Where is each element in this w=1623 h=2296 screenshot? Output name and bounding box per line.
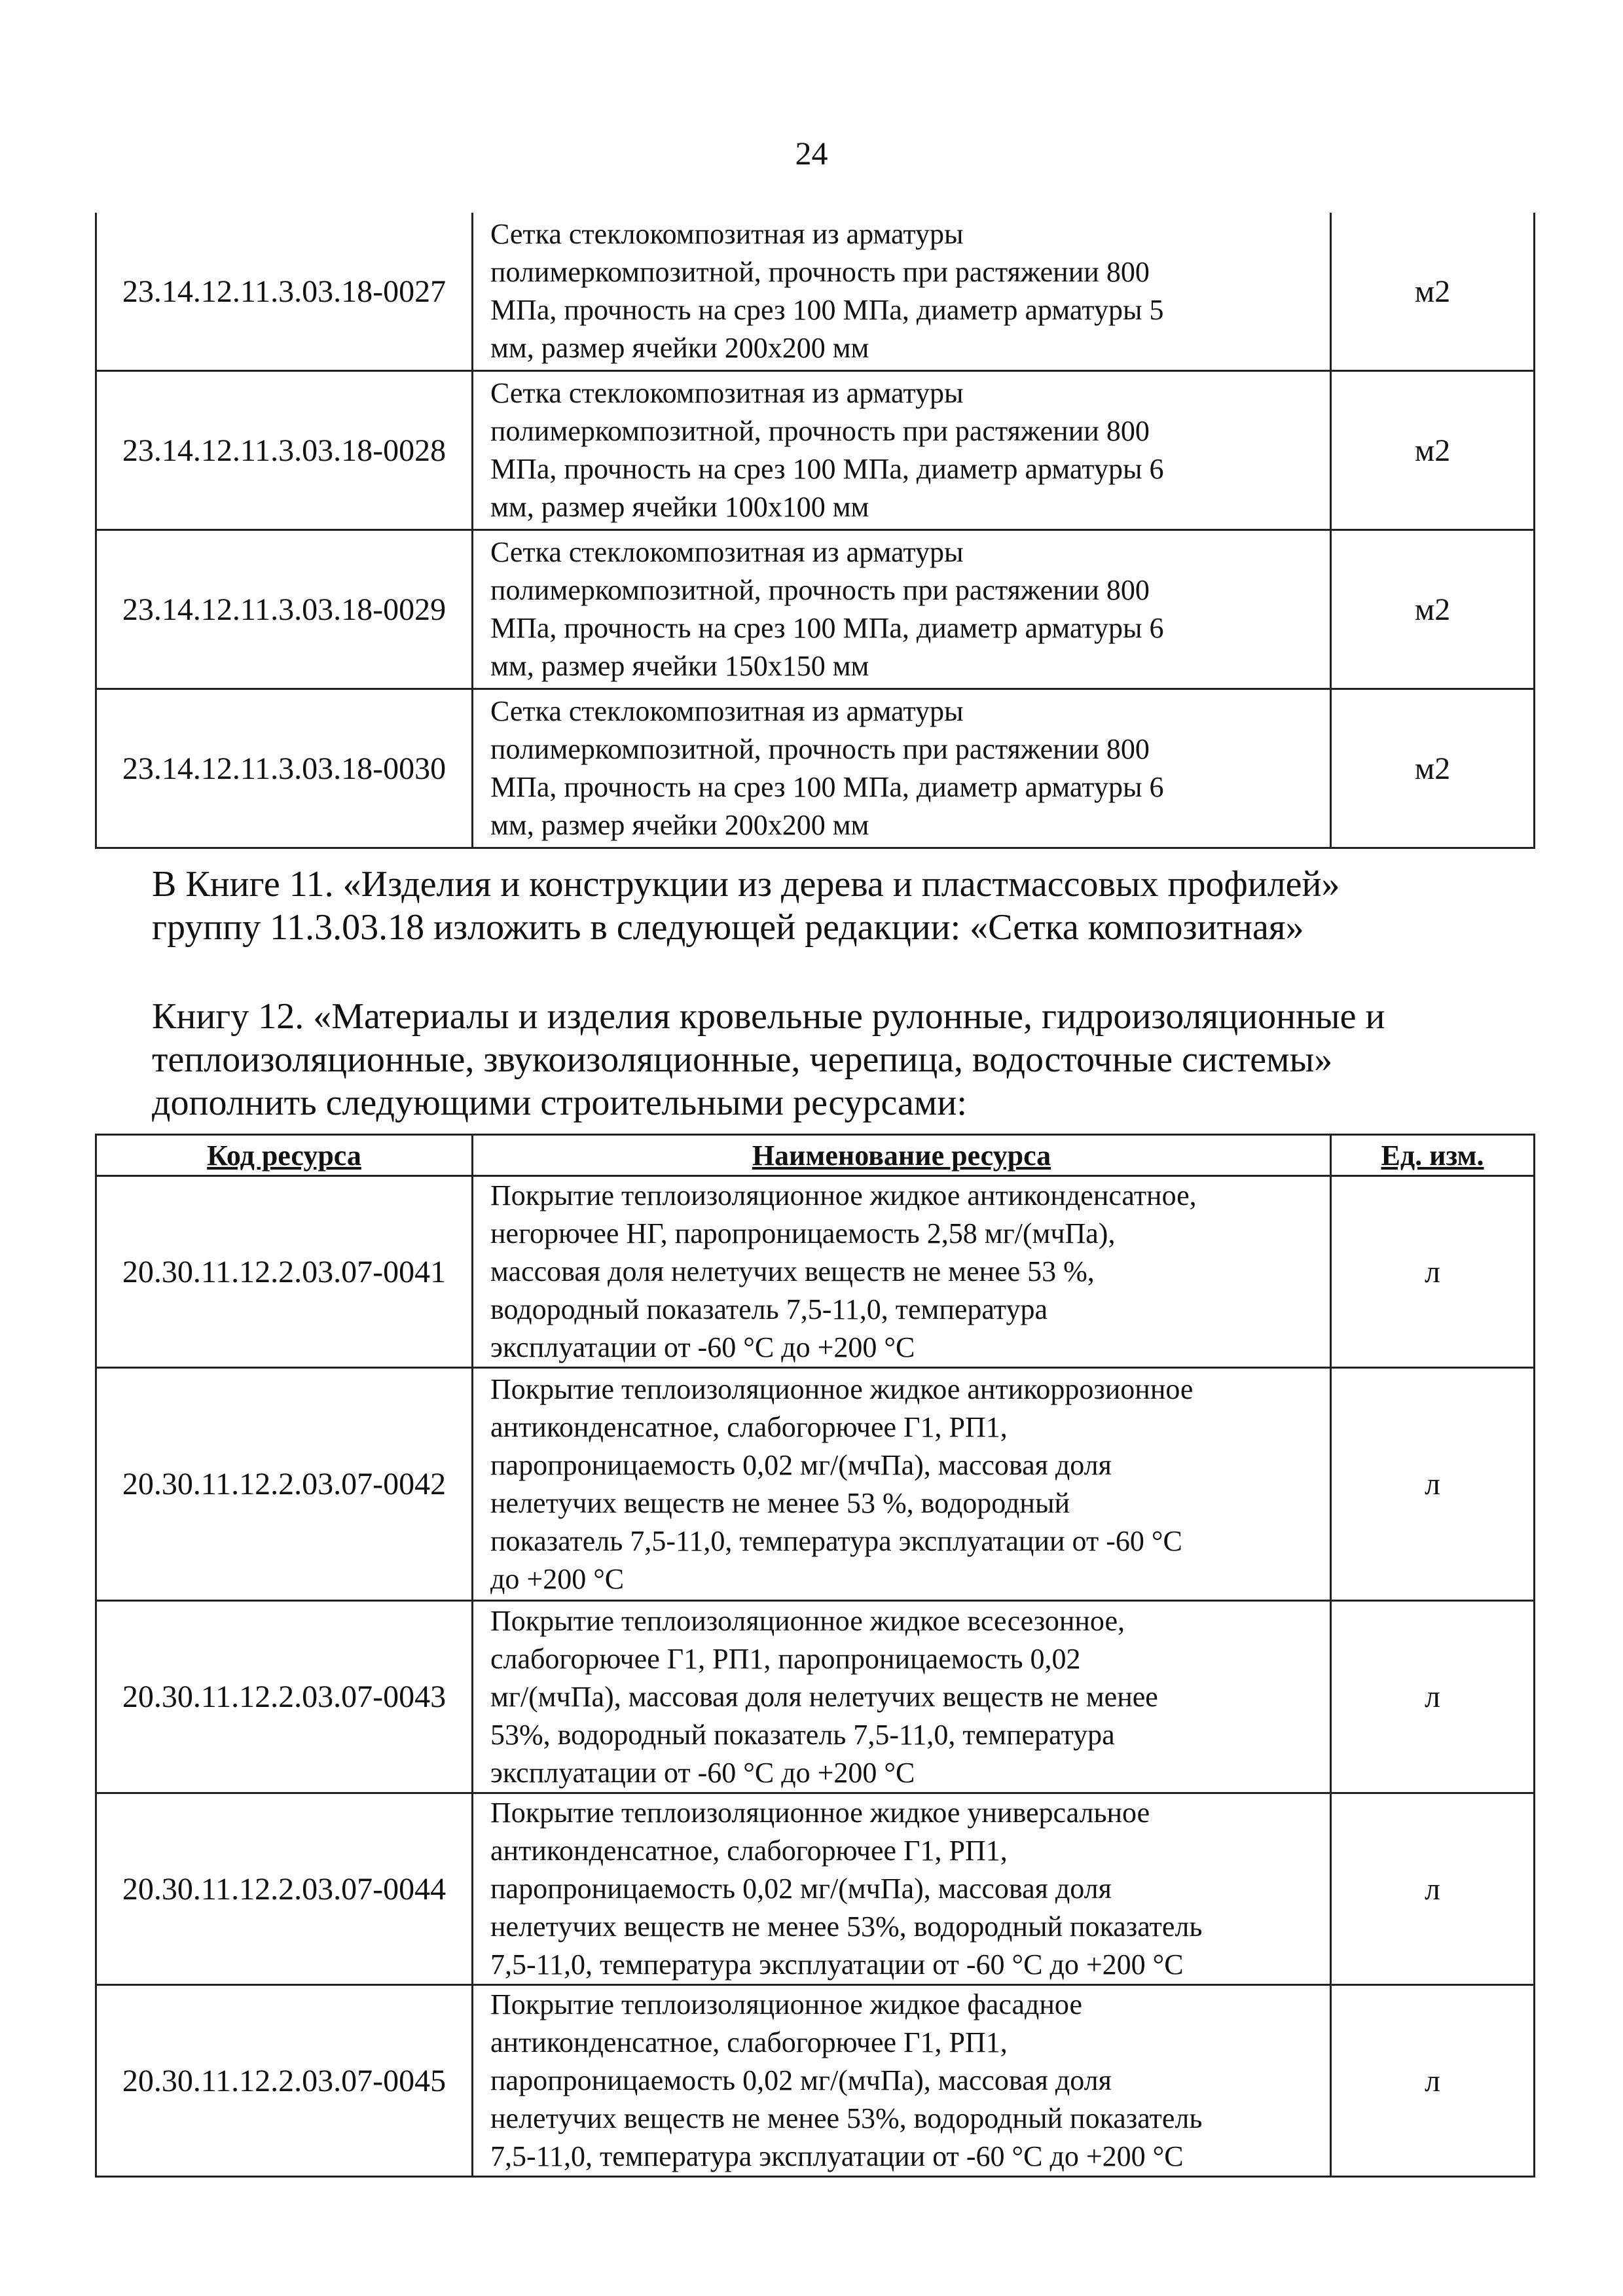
resource-name-line: антиконденсатное, слабогорючее Г1, РП1, [490,1410,1008,1443]
table-row [96,530,1535,689]
resource-name-line: паропроницаемость 0,02 мг/(мчПа), массовая доля [490,1448,1112,1481]
resource-name-line: нелетучих веществ не менее 53%, водородный показатель [490,2102,1203,2134]
resource-name-line: водородный показатель 7,5-11,0, температура [490,1293,1048,1325]
resource-unit: л [1331,1985,1535,2177]
resource-name [473,1985,1331,2177]
resource-name-line: Сетка стеклокомпозитная из арматуры [490,377,964,409]
resource-code: 20.30.11.12.2.03.07-0045 [96,1985,473,2177]
resource-unit: м2 [1331,689,1535,848]
resource-name-line: антиконденсатное, слабогорючее Г1, РП1, [490,1835,1008,1867]
resource-name-line: Сетка стеклокомпозитная из арматуры [490,218,964,250]
table-row [96,371,1535,530]
resource-name-line: паропроницаемость 0,02 мг/(мчПа), массовая доля [490,2064,1112,2096]
resource-name-line: Покрытие теплоизоляционное жидкое всесезонное, [490,1604,1125,1637]
resource-code: 20.30.11.12.2.03.07-0041 [96,1176,473,1368]
resource-name-line: Покрытие теплоизоляционное жидкое фасадное [490,1988,1082,2020]
resources-table-new [95,1134,1535,2178]
resource-name-line: негорючее НГ, паропроницаемость 2,58 мг/(мчПа), [490,1217,1116,1249]
resource-unit: м2 [1331,530,1535,689]
table-row [96,1793,1535,1985]
resource-name-line: МПа, прочность на срез 100 МПа, диаметр арматуры 6 [490,771,1164,803]
resource-code: 20.30.11.12.2.03.07-0043 [96,1601,473,1793]
resource-name-line: мг/(мчПа), массовая доля нелетучих веществ не менее [490,1680,1158,1713]
resource-name-line: полимеркомпозитной, прочность при растяжении 800 [490,574,1150,606]
resource-code: 23.14.12.11.3.03.18-0027 [96,213,473,371]
resource-name-line: эксплуатации от -60 °С до +200 °С [490,1756,915,1789]
resource-name [473,1793,1331,1985]
resource-unit: л [1331,1601,1535,1793]
paragraph-line: теплоизоляционные, звукоизоляционные, черепица, водосточные системы» [152,1039,1333,1080]
resource-name [473,1601,1331,1793]
paragraph-line: дополнить следующими строительными ресурсами: [152,1083,967,1123]
resource-name-line: Покрытие теплоизоляционное жидкое антиконденсатное, [490,1179,1197,1211]
resource-name-line: МПа, прочность на срез 100 МПа, диаметр арматуры 6 [490,612,1164,644]
paragraph-book-11 [152,863,1484,949]
resource-name-line: слабогорючее Г1, РП1, паропроницаемость 0,02 [490,1642,1081,1675]
resource-name-line: Сетка стеклокомпозитная из арматуры [490,536,964,568]
resource-unit: м2 [1331,371,1535,530]
resource-name-line: до +200 °С [490,1562,625,1595]
table-row [96,1176,1535,1368]
resource-name-line: нелетучих веществ не менее 53%, водородный показатель [490,1910,1203,1943]
resource-name-line: полимеркомпозитной, прочность при растяжении 800 [490,733,1150,765]
resource-name-line: полимеркомпозитной, прочность при растяжении 800 [490,256,1150,288]
resource-code: 23.14.12.11.3.03.18-0028 [96,371,473,530]
resource-name-line: МПа, прочность на срез 100 МПа, диаметр арматуры 6 [490,453,1164,485]
resource-name-line: Сетка стеклокомпозитная из арматуры [490,695,964,727]
resource-unit: л [1331,1793,1535,1985]
resource-name-line: полимеркомпозитной, прочность при растяжении 800 [490,415,1150,447]
resource-name-line: мм, размер ячейки 150х150 мм [490,650,869,682]
header-code: Код ресурса [96,1135,473,1176]
table-row [96,1601,1535,1793]
resource-code: 20.30.11.12.2.03.07-0044 [96,1793,473,1985]
resource-name-line: Покрытие теплоизоляционное жидкое антикоррозионное [490,1372,1194,1405]
resource-code: 23.14.12.11.3.03.18-0029 [96,530,473,689]
resources-table-continued [95,213,1535,849]
resource-name-line: мм, размер ячейки 200х200 мм [490,809,869,841]
resource-name-line: массовая доля нелетучих веществ не менее 53 %, [490,1255,1095,1287]
table-row [96,213,1535,371]
resource-unit: л [1331,1176,1535,1368]
resource-name [473,371,1331,530]
resource-name-line: антиконденсатное, слабогорючее Г1, РП1, [490,2026,1008,2058]
header-name: Наименование ресурса [473,1135,1331,1176]
resource-unit: л [1331,1368,1535,1601]
paragraph-line: группу 11.3.03.18 изложить в следующей редакции: «Сетка композитная» [152,907,1304,948]
resource-code: 20.30.11.12.2.03.07-0042 [96,1368,473,1601]
resource-name [473,530,1331,689]
resource-name-line: 7,5-11,0, температура эксплуатации от -60 °С до +200 °С [490,1948,1184,1981]
page-number: 24 [795,135,828,171]
resource-name [473,1368,1331,1601]
resource-name [473,213,1331,371]
resource-name-line: МПа, прочность на срез 100 МПа, диаметр арматуры 5 [490,294,1164,326]
header-unit: Ед. изм. [1331,1135,1535,1176]
resource-name-line: мм, размер ячейки 100х100 мм [490,491,869,523]
table-row [96,689,1535,848]
paragraph-line: В Книге 11. «Изделия и конструкции из дерева и пластмассовых профилей» [152,864,1340,905]
resource-name [473,1176,1331,1368]
paragraph-book-12 [152,995,1484,1124]
resource-name-line: мм, размер ячейки 200х200 мм [490,332,869,364]
resource-name-line: Покрытие теплоизоляционное жидкое универсальное [490,1797,1150,1829]
resource-name [473,689,1331,848]
resource-name-line: 53%, водородный показатель 7,5-11,0, температура [490,1718,1115,1751]
table-header-row [96,1135,1535,1176]
paragraph-line: Книгу 12. «Материалы и изделия кровельные рулонные, гидроизоляционные и [152,996,1385,1037]
table-row [96,1985,1535,2177]
resource-name-line: 7,5-11,0, температура эксплуатации от -60 °С до +200 °С [490,2140,1184,2172]
table-row [96,1368,1535,1601]
resource-unit: м2 [1331,213,1535,371]
resource-name-line: эксплуатации от -60 °С до +200 °С [490,1331,915,1363]
resource-name-line: показатель 7,5-11,0, температура эксплуатации от -60 °С [490,1524,1182,1557]
resource-name-line: паропроницаемость 0,02 мг/(мчПа), массовая доля [490,1873,1112,1905]
resource-code: 23.14.12.11.3.03.18-0030 [96,689,473,848]
resource-name-line: нелетучих веществ не менее 53 %, водородный [490,1486,1070,1519]
